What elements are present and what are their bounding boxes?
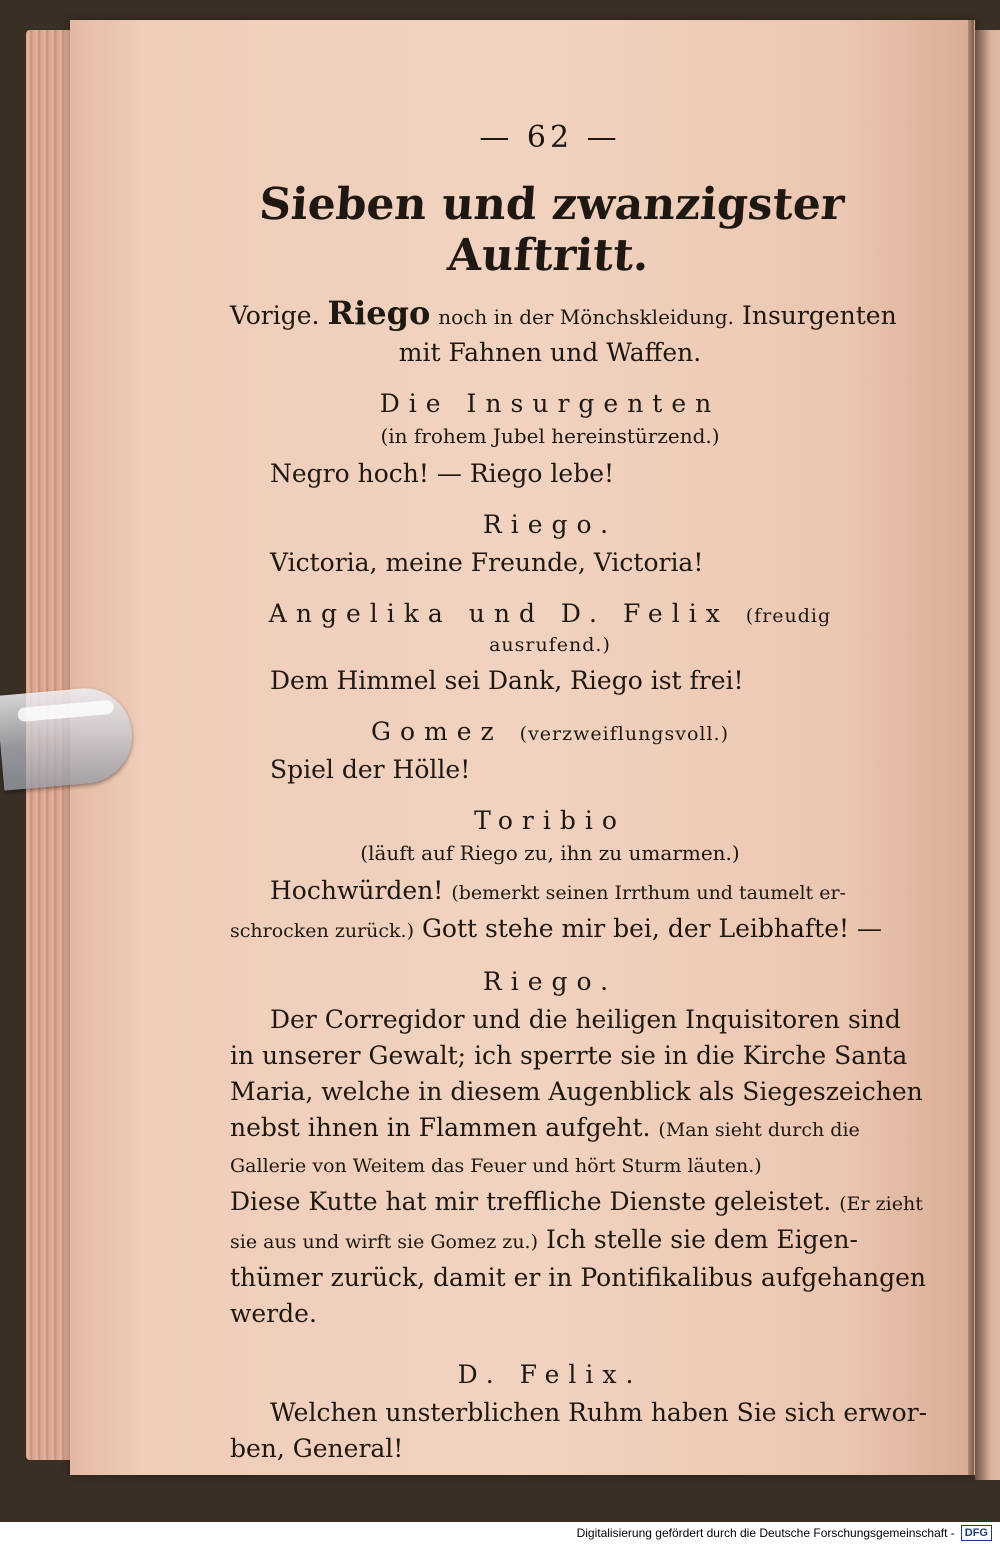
speech-line: thümer zurück, damit er in Pontifikalibus aufgehangen (230, 1263, 927, 1292)
page-content (230, 120, 928, 1467)
speech-text: Hochwürden! (270, 876, 444, 905)
speech-paragraph (230, 873, 882, 949)
speech-paragraph (230, 1395, 928, 1467)
speech-line: Welchen unsterblichen Ruhm haben Sie sich erwor- (270, 1398, 928, 1427)
speech-line (230, 1110, 870, 1148)
cast-line-1 (230, 294, 897, 335)
speaker-name: Toribio (474, 806, 626, 835)
speaker-name: Gomez (371, 717, 503, 746)
speech-line (230, 911, 882, 949)
speaker-direction: (verzweiflungsvoll.) (519, 723, 729, 745)
speech-line (230, 873, 870, 911)
stage-direction: (läuft auf Riego zu, ihn zu umarmen.) (360, 841, 740, 865)
inline-direction: (Er zieht (839, 1193, 923, 1215)
scene-title: Sieben und zwanzigster Auftritt. (257, 179, 846, 281)
cast-insurgents: Insurgenten (741, 301, 897, 330)
speech-line: Victoria, meine Freunde, Victoria! (270, 548, 704, 577)
speech-text: nebst ihnen in Flammen aufgeht. (230, 1113, 651, 1142)
cast-line-2: mit Fahnen und Waffen. (398, 338, 702, 367)
speech-line: werde. (230, 1299, 317, 1328)
speech-text: Ich stelle sie dem Eigen- (545, 1225, 858, 1254)
dfg-logo: DFG (961, 1525, 992, 1541)
speaker-name: Angelika und D. Felix (268, 599, 729, 628)
cast-name-riego: Riego (327, 294, 431, 332)
speaker-heading (230, 599, 870, 657)
speaker-name: Riego. (482, 510, 618, 539)
speech-line: in unserer Gewalt; ich sperrte sie in die Kirche Santa (230, 1041, 908, 1070)
speech-line: Dem Himmel sei Dank, Riego ist frei! (270, 666, 744, 695)
speech-line: Negro hoch! — Riego lebe! (270, 459, 615, 488)
inline-direction: sie aus und wirft sie Gomez zu.) (230, 1231, 539, 1253)
speech-line: Der Corregidor und die heiligen Inquisitoren sind (270, 1005, 901, 1034)
speech-line (230, 1222, 870, 1260)
speech-line: ben, General! (230, 1434, 404, 1463)
speaker-name: Die Insurgenten (379, 389, 721, 418)
speech-paragraph (230, 1002, 927, 1332)
facing-page-edge (975, 30, 1000, 1480)
inline-direction: Gallerie von Weitem das Feuer und hört Sturm läuten.) (230, 1155, 762, 1177)
page-number: — 62 — (479, 120, 621, 155)
cast-list (230, 294, 897, 371)
funding-credit: Digitalisierung gefördert durch die Deutsche Forschungsgemeinschaft - (576, 1526, 955, 1540)
footer-bar (0, 1522, 1000, 1544)
stage-direction: (in frohem Jubel hereinstürzend.) (380, 424, 720, 448)
inline-direction: schrocken zurück.) (230, 920, 414, 942)
speech-line: Maria, welche in diesem Augenblick als Siegeszeichen (230, 1077, 923, 1106)
speaker-heading (230, 717, 870, 746)
inline-direction: (bemerkt seinen Irrthum und taumelt er- (451, 882, 846, 904)
inline-direction: (Man sieht durch die (658, 1119, 860, 1141)
book-gutter (968, 20, 974, 1475)
speech-line: Spiel der Hölle! (270, 755, 471, 784)
speaker-name: Riego. (482, 967, 618, 996)
cast-note: noch in der Mönchskleidung. (438, 305, 735, 329)
speaker-direction: (freudig ausrufend.) (489, 605, 832, 656)
speech-text: Diese Kutte hat mir treffliche Dienste geleistet. (230, 1187, 832, 1216)
speaker-name: D. Felix. (457, 1360, 643, 1389)
speech-text: Gott stehe mir bei, der Leibhafte! — (421, 914, 882, 943)
cast-prefix: Vorige. (230, 301, 320, 330)
speech-line (230, 1184, 923, 1222)
